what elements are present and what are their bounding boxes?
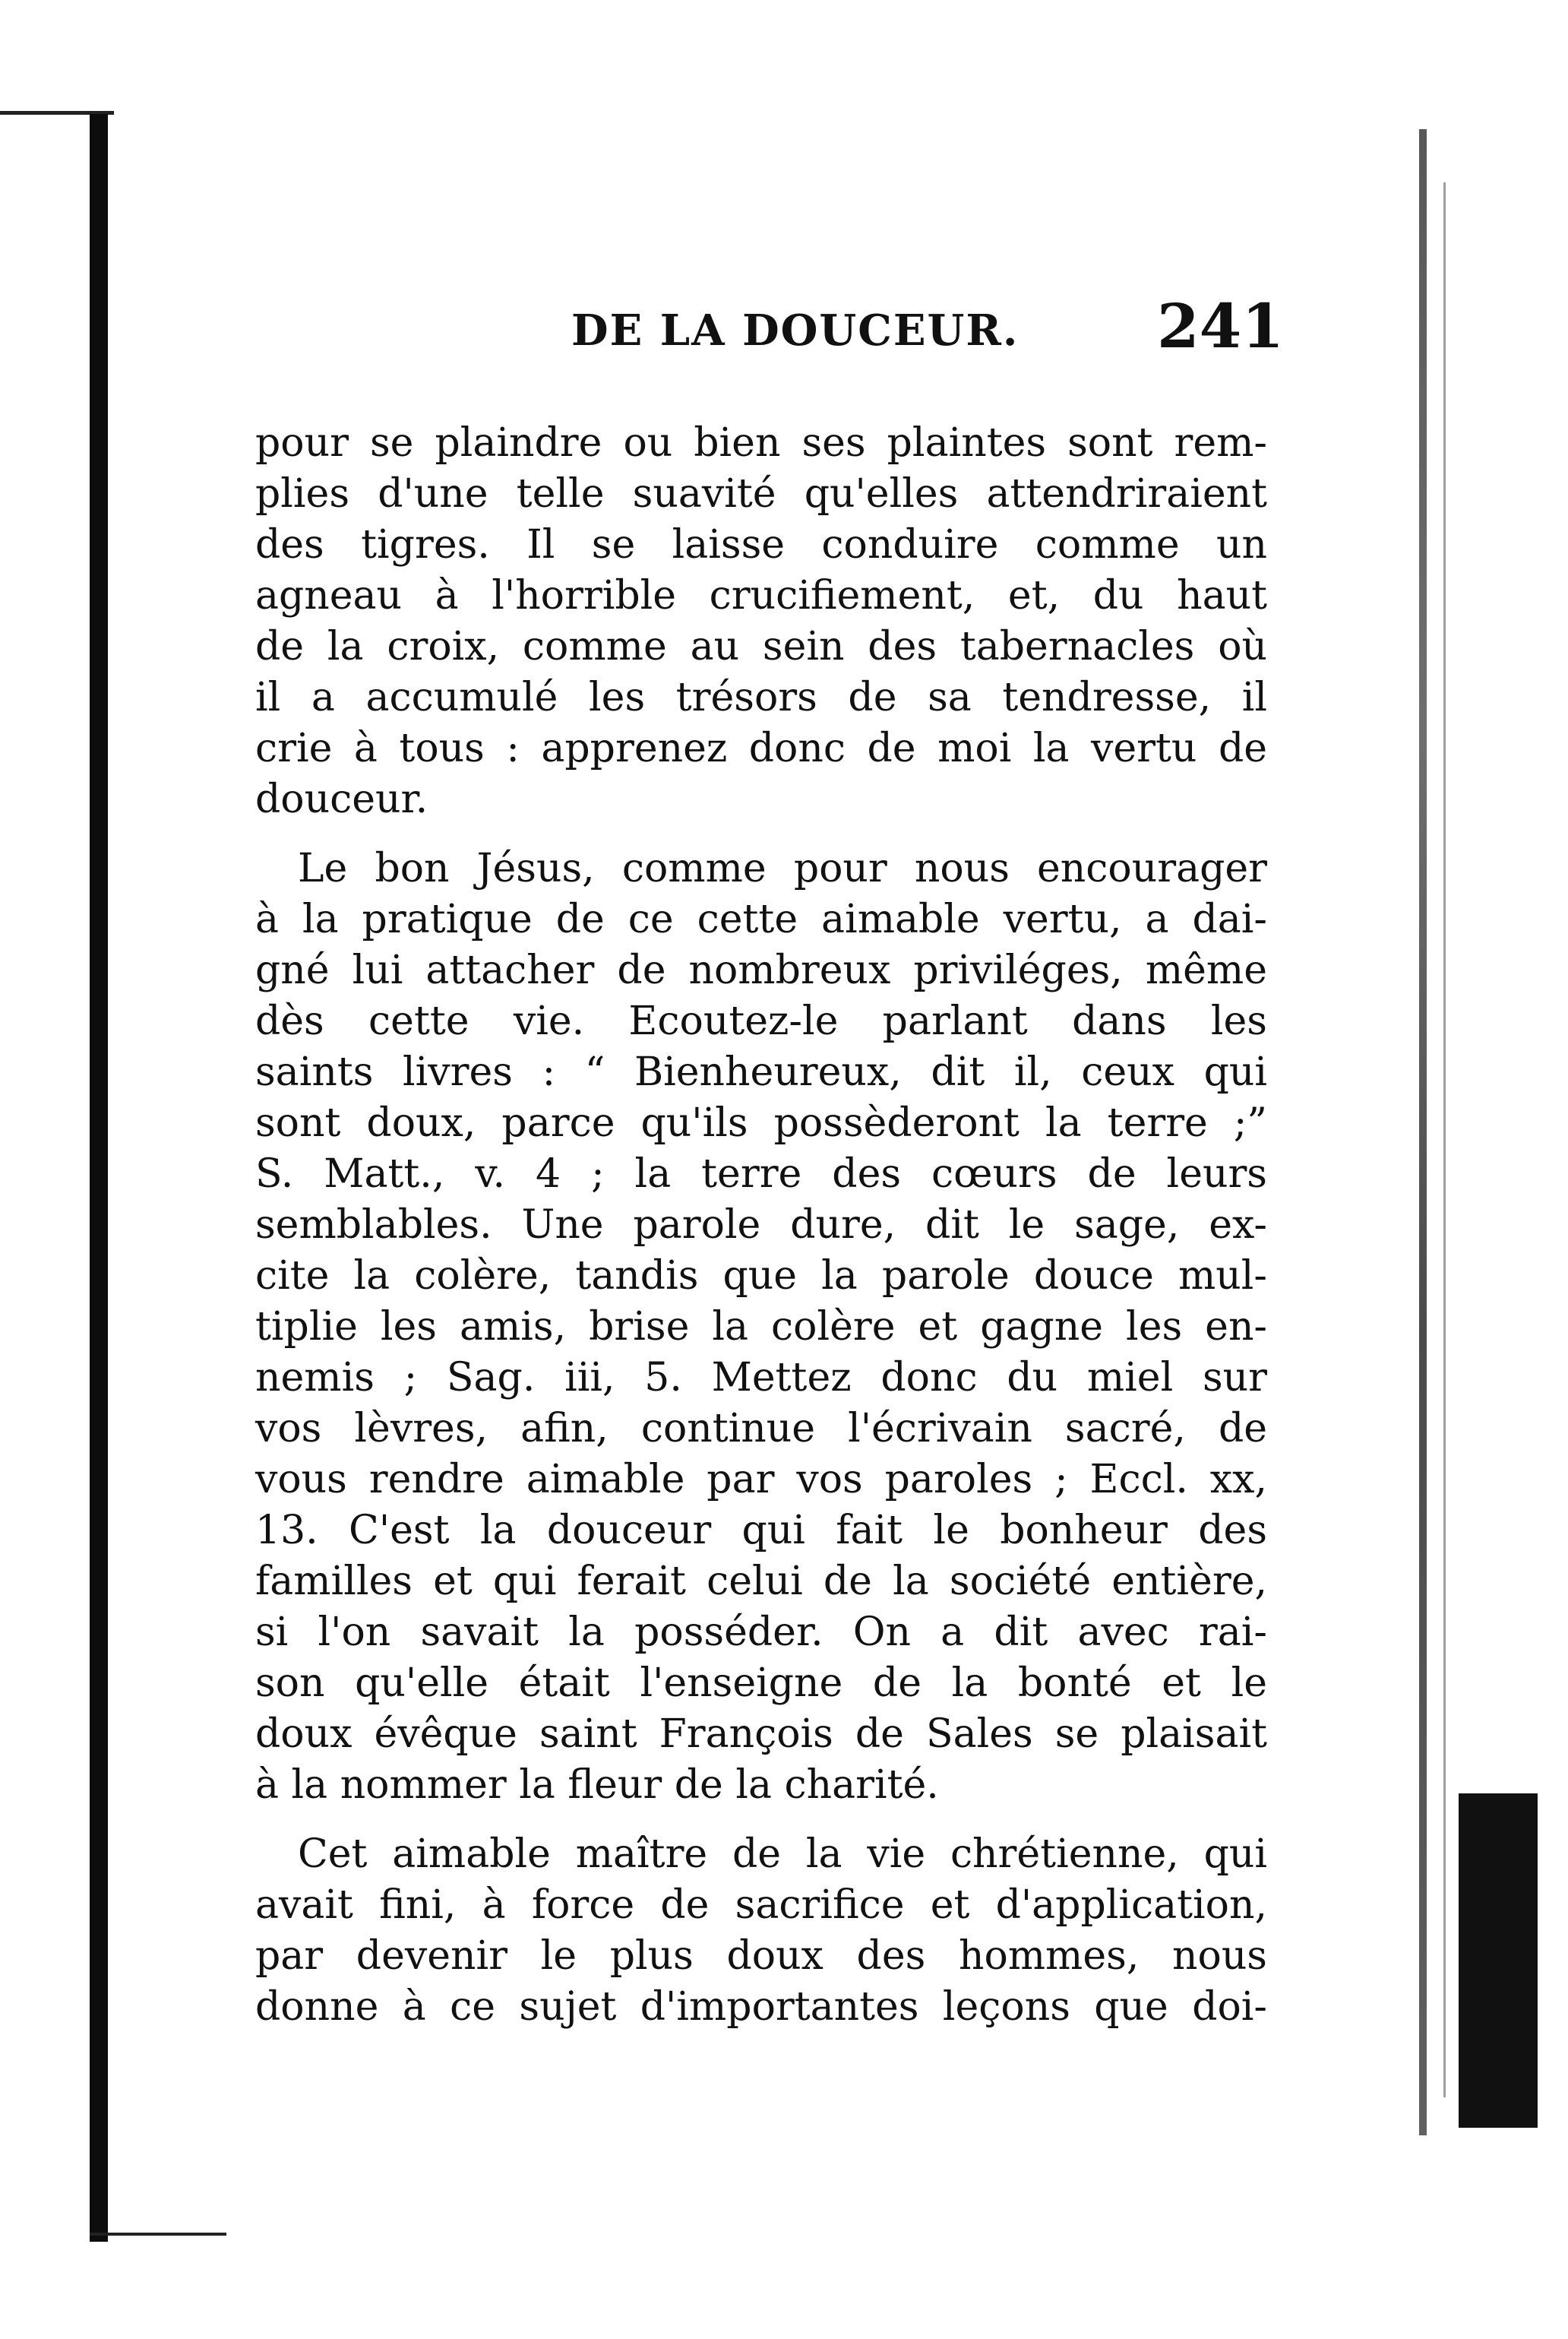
text-line: à la nommer la fleur de la charité.: [255, 1762, 939, 1808]
text-line: par devenir le plus doux des hommes, nous: [255, 1933, 1267, 1979]
page-number: 241: [1157, 290, 1284, 362]
text-line: gné lui attacher de nombreux priviléges, même: [255, 948, 1267, 993]
text-line: semblables. Une parole dure, dit le sage, ex-: [255, 1202, 1267, 1248]
text-line: doux évêque saint François de Sales se plaisait: [255, 1711, 1267, 1757]
text-line: sont doux, parce qu'ils possèderont la terre ;”: [255, 1100, 1267, 1146]
paragraph-gap: [255, 1811, 1267, 1829]
text-line: crie à tous : apprenez donc de moi la vertu de: [255, 726, 1267, 771]
text-line: S. Matt., v. 4 ; la terre des cœurs de leurs: [255, 1151, 1267, 1197]
text-line: des tigres. Il se laisse conduire comme un: [255, 522, 1267, 568]
text-line: vous rendre aimable par vos paroles ; Eccl. xx,: [255, 1457, 1267, 1502]
text-line: à la pratique de ce cette aimable vertu, a dai-: [255, 897, 1267, 942]
text-line: agneau à l'horrible crucifiement, et, du haut: [255, 573, 1267, 619]
scan-edge-right-thin: [1443, 182, 1446, 2097]
text-line: saints livres : “ Bienheureux, dit il, ceux qui: [255, 1049, 1267, 1095]
text-line: Le bon Jésus, comme pour nous encourager: [298, 846, 1267, 891]
body-text: [255, 418, 1267, 2033]
paragraph-1: [255, 418, 1267, 825]
text-line: vos lèvres, afin, continue l'écrivain sacré, de: [255, 1406, 1267, 1451]
text-line: douceur.: [255, 777, 428, 822]
scan-edge-left: [90, 114, 108, 2242]
text-line: pour se plaindre ou bien ses plaintes sont rem-: [255, 420, 1267, 466]
running-title: DE LA DOUCEUR.: [571, 305, 1020, 356]
scan-dark-block: [1459, 1793, 1538, 2128]
scan-border-bottom-left: [90, 2233, 226, 2236]
text-line: tiplie les amis, brise la colère et gagne les en-: [255, 1304, 1267, 1350]
text-line: son qu'elle était l'enseigne de la bonté et le: [255, 1660, 1267, 1706]
text-line: de la croix, comme au sein des tabernacles où: [255, 624, 1267, 669]
text-line: Cet aimable maître de la vie chrétienne, qui: [298, 1831, 1267, 1877]
text-line: cite la colère, tandis que la parole douce mul-: [255, 1253, 1267, 1299]
text-line: donne à ce sujet d'importantes leçons que doi-: [255, 1984, 1267, 2030]
paragraph-2: [255, 843, 1267, 894]
paragraph-2-cont: [255, 894, 1267, 1811]
text-line: 13. C'est la douceur qui fait le bonheur des: [255, 1508, 1267, 1553]
paragraph-3-cont: [255, 1880, 1267, 2033]
text-line: dès cette vie. Ecoutez-le parlant dans les: [255, 999, 1267, 1044]
paragraph-gap: [255, 825, 1267, 843]
paragraph-3: [255, 1829, 1267, 1880]
text-line: si l'on savait la posséder. On a dit avec rai-: [255, 1609, 1267, 1655]
text-line: nemis ; Sag. iii, 5. Mettez donc du miel sur: [255, 1355, 1267, 1401]
running-header: [571, 290, 1284, 362]
text-line: familles et qui ferait celui de la société entière,: [255, 1559, 1267, 1604]
text-line: il a accumulé les trésors de sa tendresse, il: [255, 675, 1267, 720]
text-line: plies d'une telle suavité qu'elles attendriraient: [255, 471, 1267, 517]
text-line: avait fini, à force de sacrifice et d'application,: [255, 1882, 1267, 1928]
scan-edge-right: [1419, 129, 1427, 2135]
